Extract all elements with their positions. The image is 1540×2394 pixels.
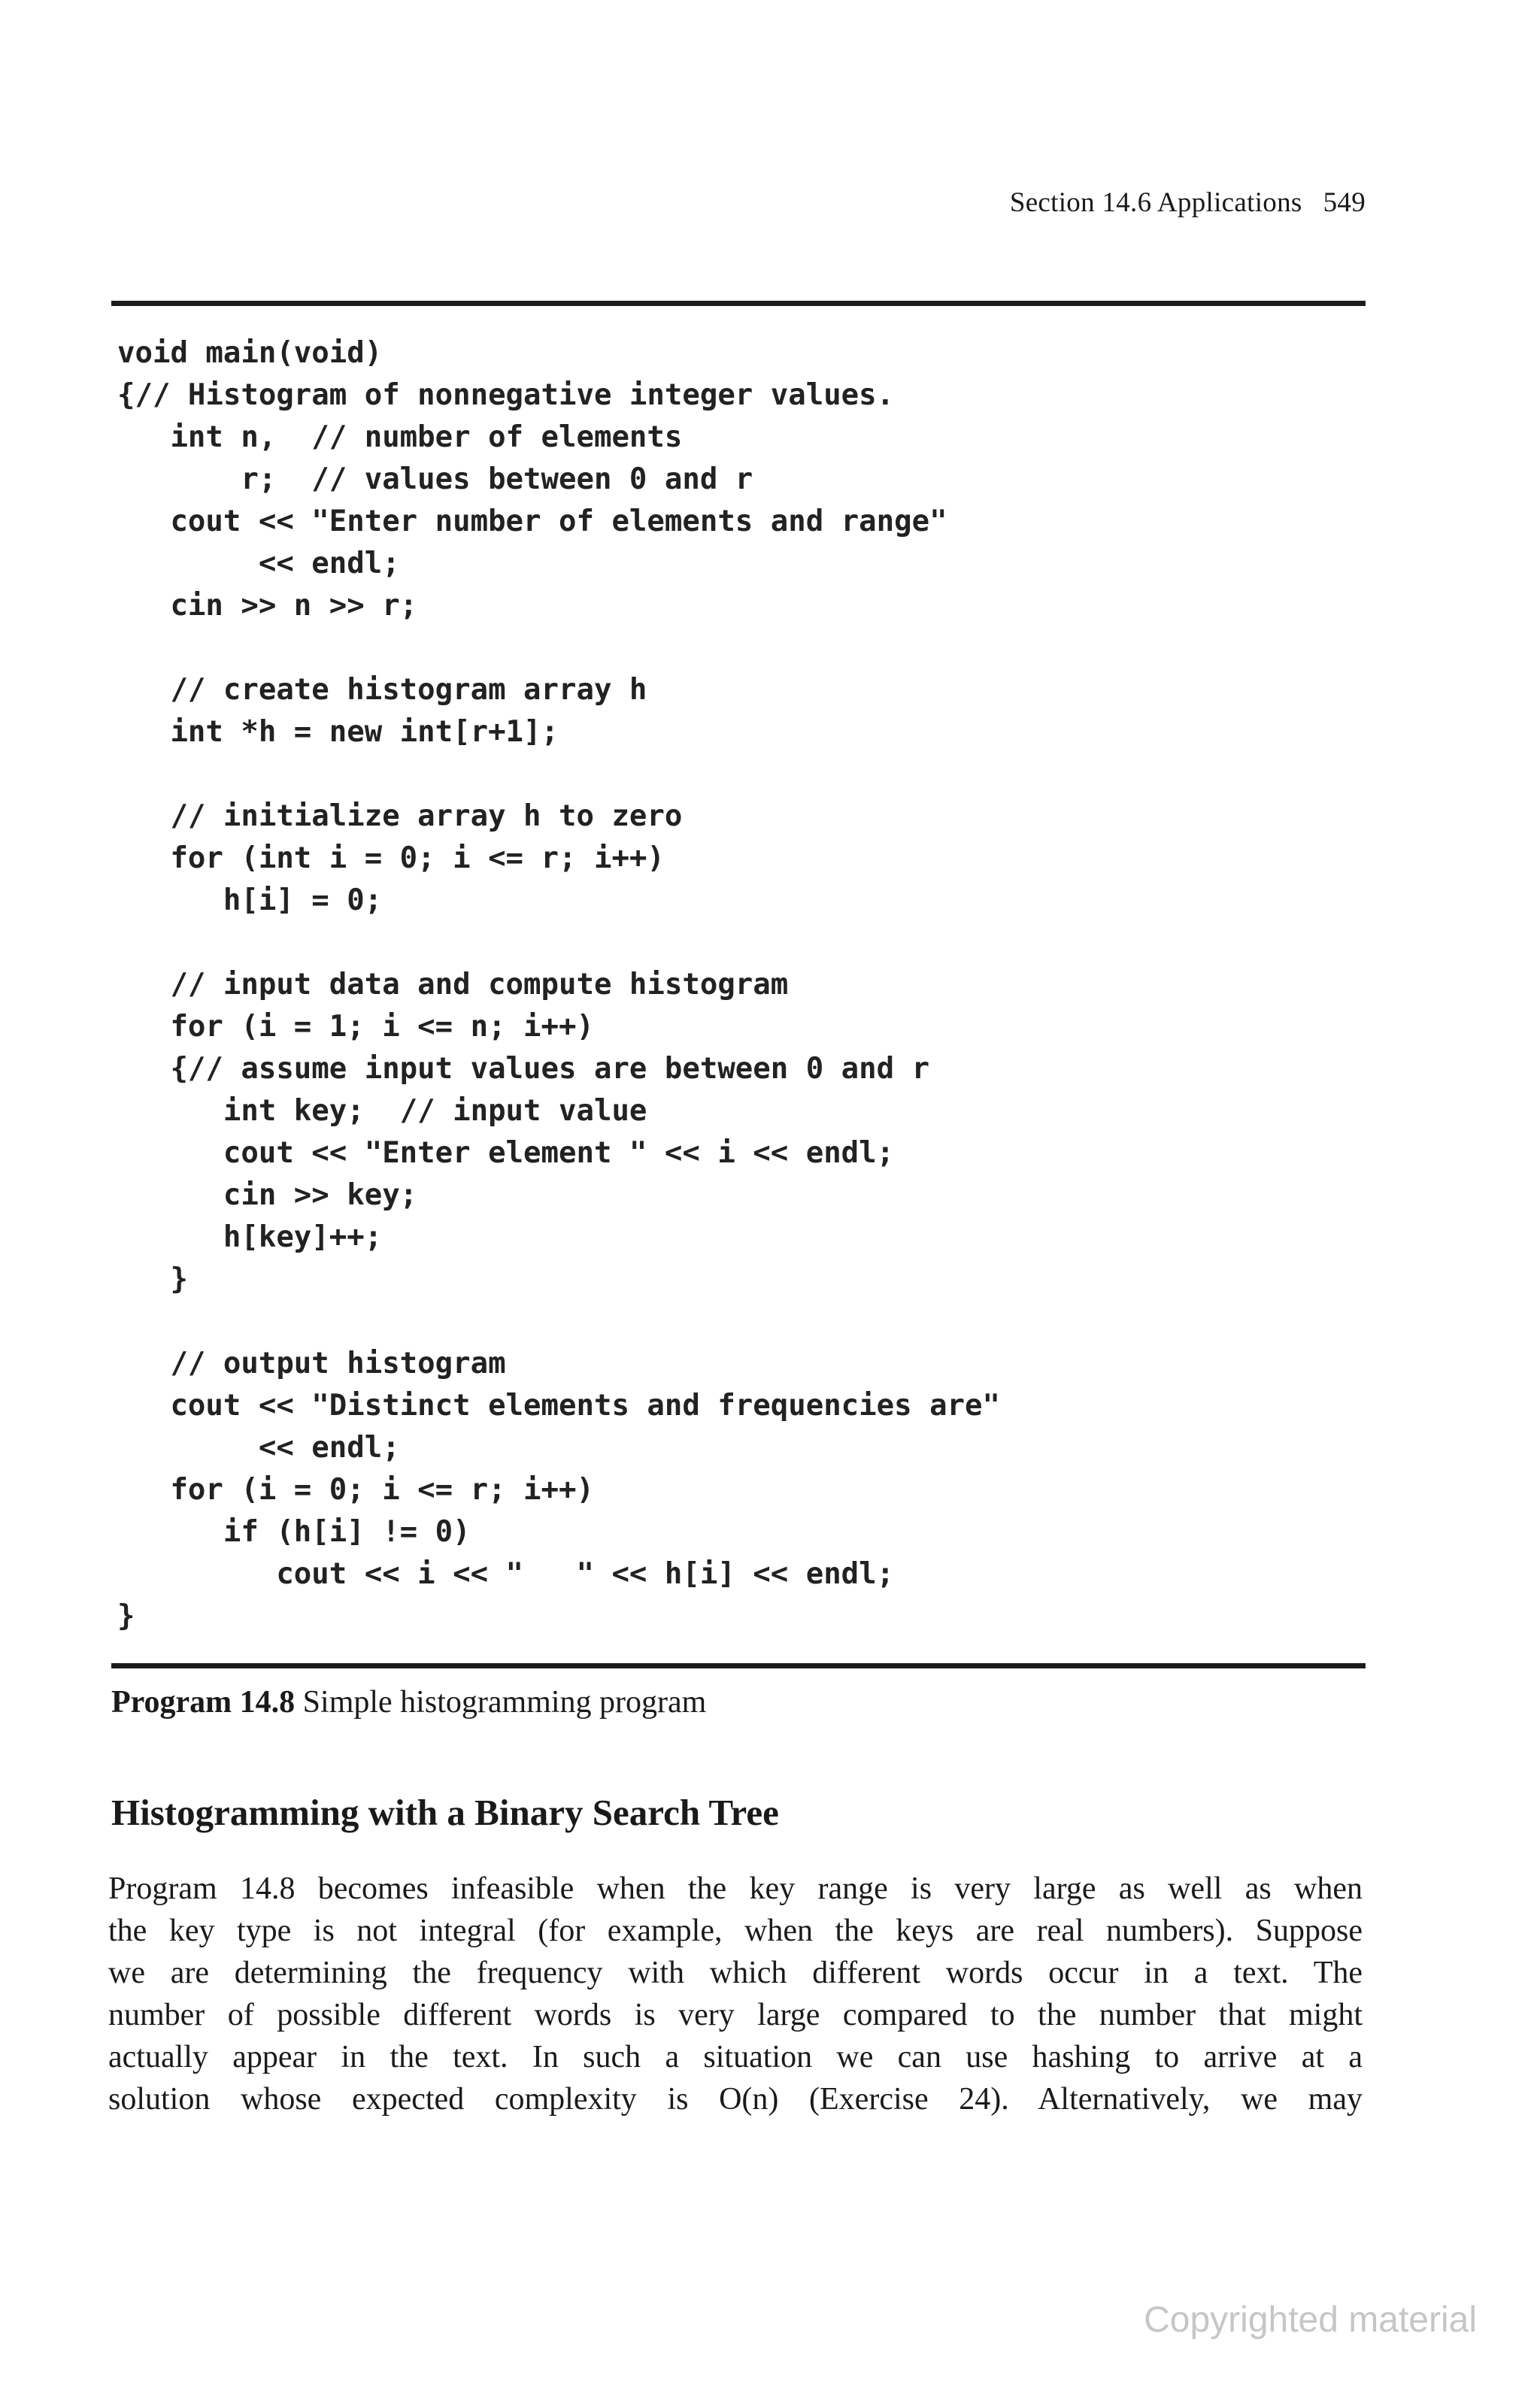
code-line: << endl; bbox=[117, 547, 400, 580]
code-line: int n, // number of elements bbox=[117, 420, 683, 454]
code-line: h[key]++; bbox=[117, 1220, 383, 1254]
code-line: cin >> n >> r; bbox=[117, 589, 418, 623]
running-head bbox=[1010, 186, 1366, 219]
code-line: cout << "Enter number of elements and range" bbox=[117, 505, 947, 538]
program-caption bbox=[111, 1684, 706, 1720]
caption-text: Simple histogramming program bbox=[302, 1685, 707, 1720]
body-paragraph bbox=[108, 1868, 1363, 2120]
code-line: for (int i = 0; i <= r; i++) bbox=[117, 841, 665, 875]
code-line: h[i] = 0; bbox=[117, 883, 383, 917]
code-line: for (i = 0; i <= r; i++) bbox=[117, 1473, 594, 1507]
code-line: void main(void) bbox=[117, 336, 383, 370]
paragraph-line: the key type is not integral (for example, when the keys are real numbers). Suppose bbox=[108, 1914, 1363, 1948]
paragraph-line: we are determining the frequency with which different words occur in a text. The bbox=[108, 1956, 1363, 1990]
paragraph-line: Program 14.8 becomes infeasible when the key range is very large as well as when bbox=[108, 1871, 1363, 1906]
code-line: cout << "Distinct elements and frequencies are" bbox=[117, 1389, 1000, 1423]
code-line: {// assume input values are between 0 and r bbox=[117, 1052, 930, 1086]
caption-label: Program 14.8 bbox=[111, 1685, 296, 1720]
code-line: for (i = 1; i <= n; i++) bbox=[117, 1010, 594, 1044]
code-line: cout << "Enter element " << i << endl; bbox=[117, 1136, 895, 1170]
copyright-watermark: Copyrighted material bbox=[1144, 2300, 1477, 2340]
code-line: {// Histogram of nonnegative integer values. bbox=[117, 378, 895, 412]
page-number: 549 bbox=[1323, 187, 1366, 218]
paragraph-line: actually appear in the text. In such a situation we can use hashing to arrive at a bbox=[108, 2040, 1363, 2074]
code-line: int *h = new int[r+1]; bbox=[117, 715, 559, 749]
code-line: << endl; bbox=[117, 1431, 400, 1465]
section-heading: Histogramming with a Binary Search Tree bbox=[111, 1792, 779, 1833]
paragraph-line: solution whose expected complexity is O(n) (Exercise 24). Alternatively, we may bbox=[108, 2082, 1363, 2117]
code-listing bbox=[117, 332, 1000, 1638]
code-line: r; // values between 0 and r bbox=[117, 462, 753, 496]
code-line: // create histogram array h bbox=[117, 673, 647, 707]
code-line: cin >> key; bbox=[117, 1178, 418, 1212]
bottom-rule bbox=[111, 1663, 1366, 1668]
code-line: } bbox=[117, 1599, 135, 1633]
section-title: Section 14.6 Applications bbox=[1009, 187, 1302, 218]
code-line: if (h[i] != 0) bbox=[117, 1515, 471, 1549]
code-line: } bbox=[117, 1262, 188, 1296]
code-line: int key; // input value bbox=[117, 1094, 647, 1128]
code-line: // output histogram bbox=[117, 1347, 506, 1380]
code-line: // input data and compute histogram bbox=[117, 968, 789, 1002]
code-line: // initialize array h to zero bbox=[117, 799, 683, 833]
top-rule bbox=[111, 301, 1366, 306]
code-line: cout << i << " " << h[i] << endl; bbox=[117, 1557, 895, 1591]
paragraph-line: number of possible different words is very large compared to the number that might bbox=[108, 1998, 1363, 2032]
